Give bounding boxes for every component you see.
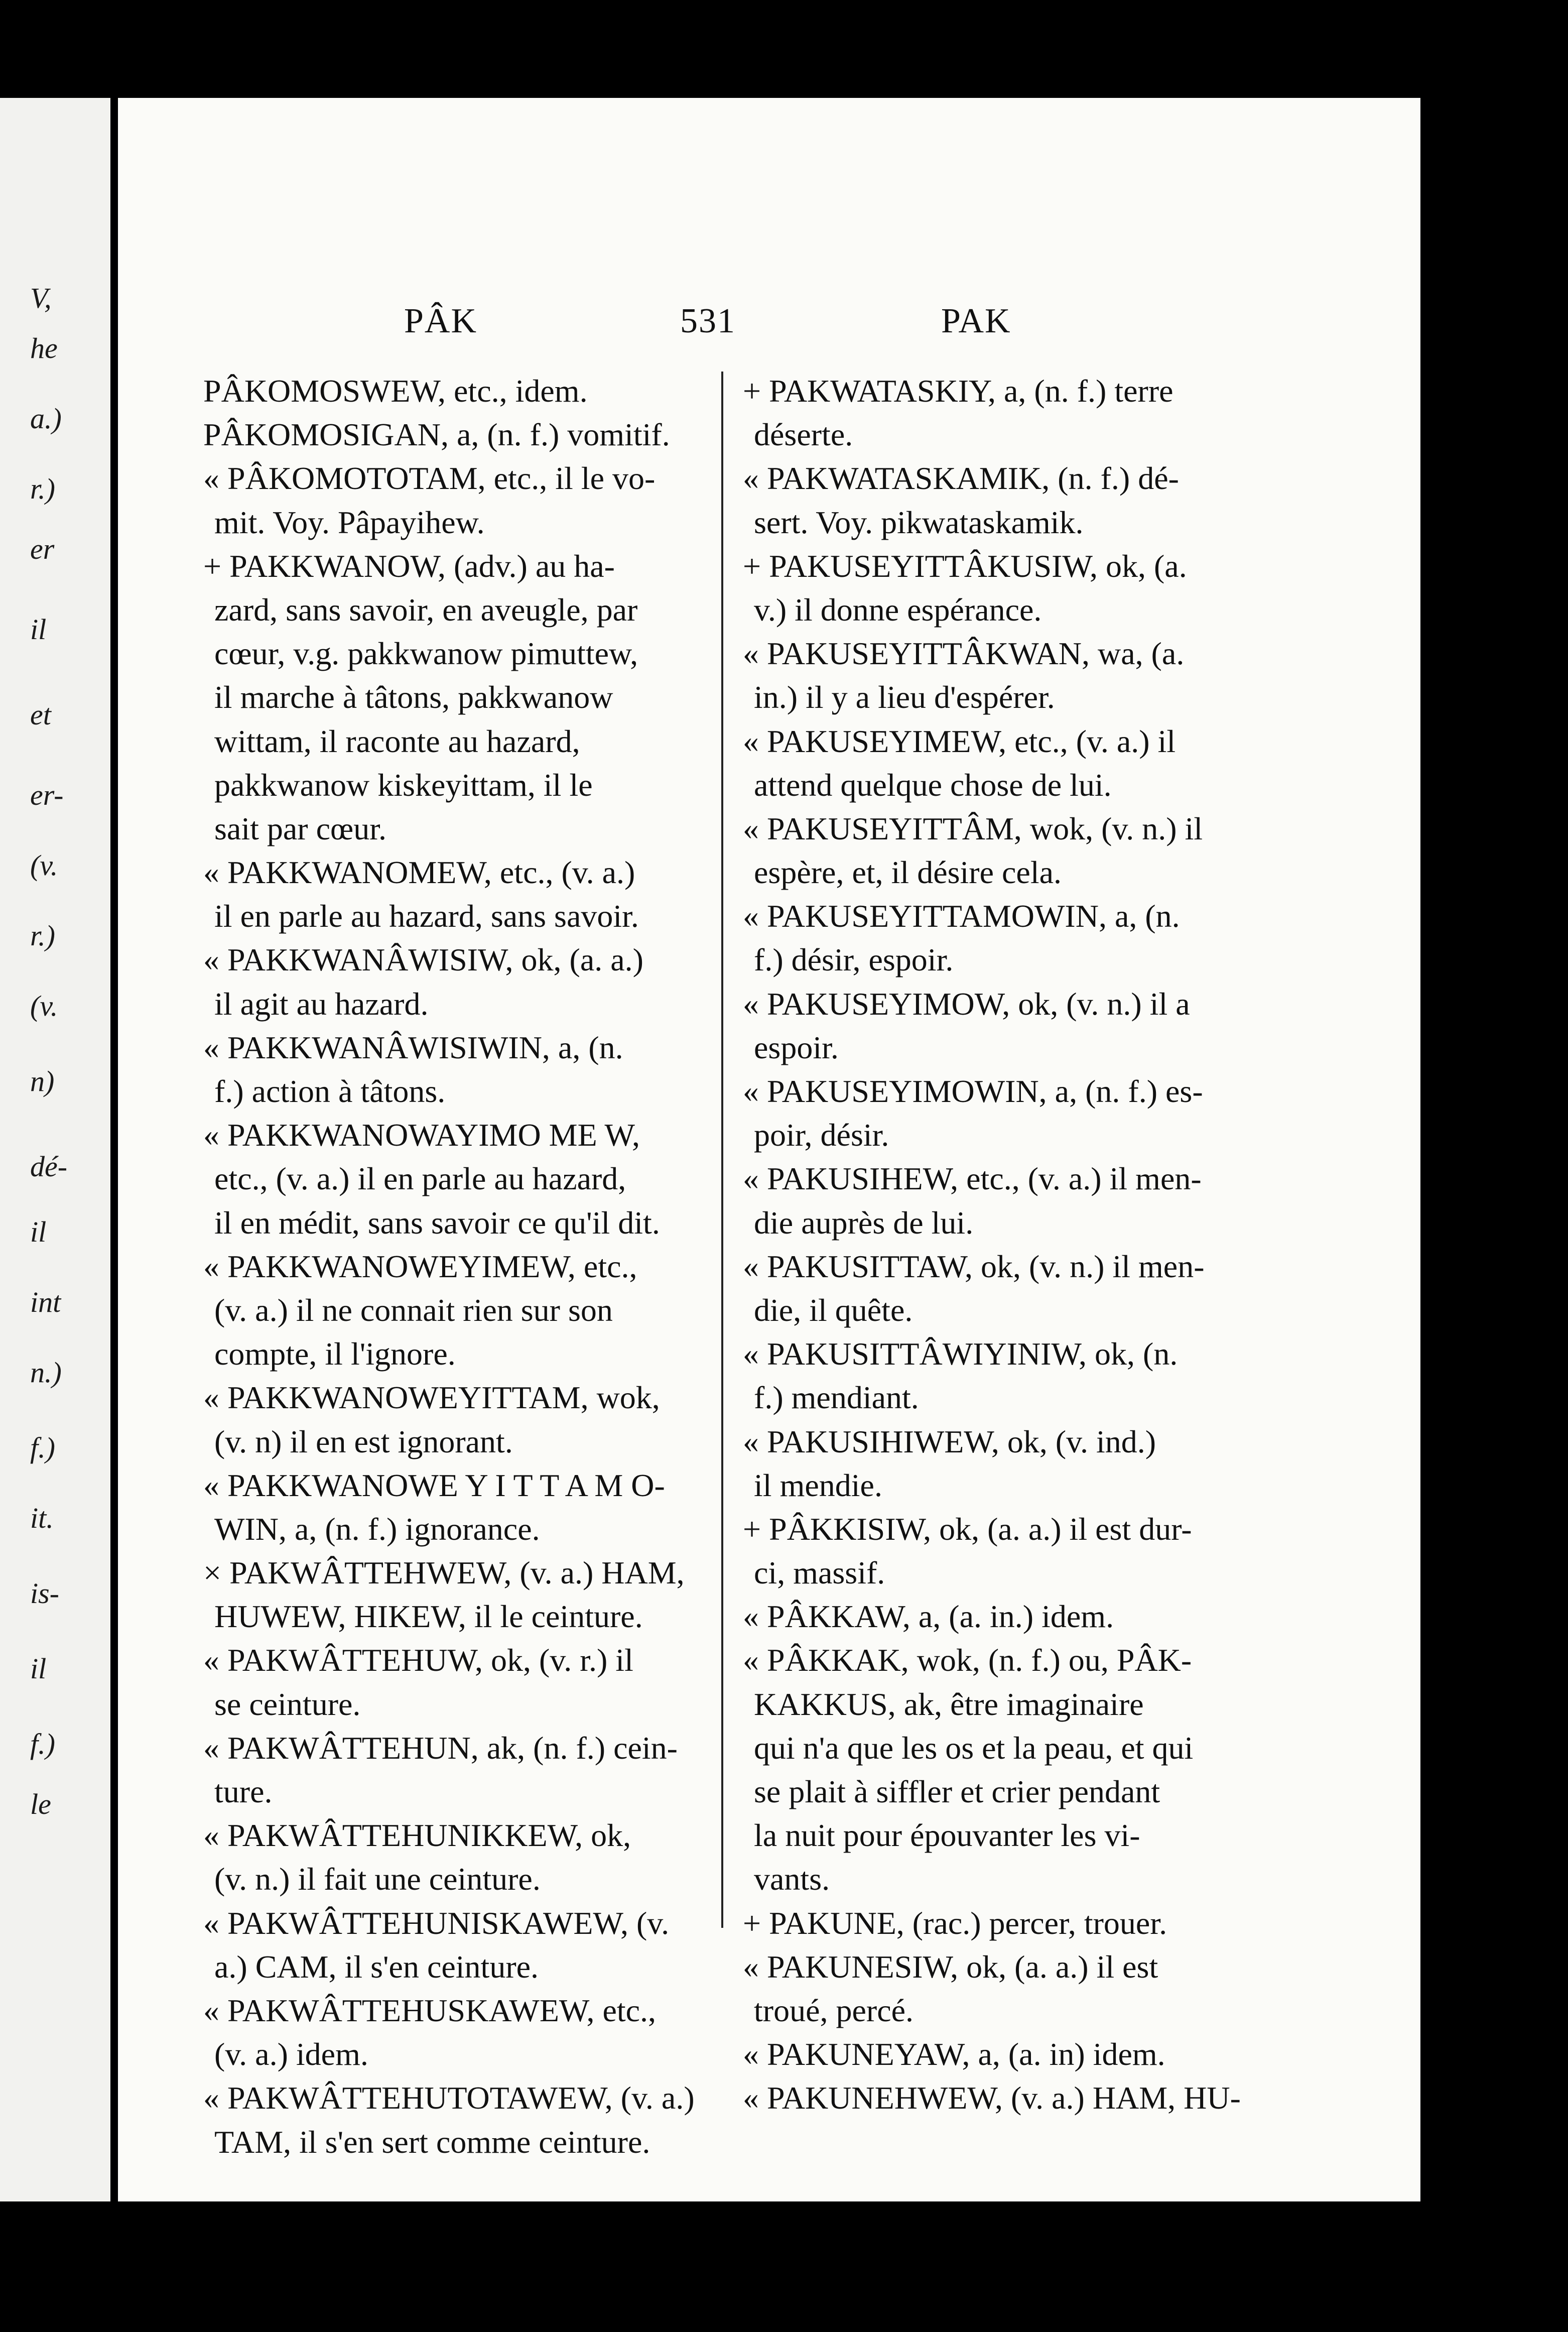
entry-line: « PAKWÂTTEHUTOTAWEW, (v. a.) <box>203 2080 695 2116</box>
entry-line: a.) CAM, il s'en ceinture. <box>214 1948 539 1985</box>
previous-page-fragment: er <box>30 533 55 565</box>
entry-line: il marche à tâtons, pakkwanow <box>214 679 613 715</box>
entry-line: + PAKUSEYITTÂKUSIW, ok, (a. <box>743 548 1187 584</box>
entry-line: + PAKWATASKIY, a, (n. f.) terre <box>743 373 1173 409</box>
previous-page-strip <box>0 98 110 2201</box>
entry-line: « PAKUSEYIMEW, etc., (v. a.) il <box>743 723 1176 759</box>
entry-line: cœur, v.g. pakkwanow pimuttew, <box>214 636 638 672</box>
entry-line: « PAKWÂTTEHUSKAWEW, etc., <box>203 1992 657 2028</box>
entry-line: « PAKUSEYITTAMOWIN, a, (n. <box>743 898 1180 934</box>
entry-line: etc., (v. a.) il en parle au hazard, <box>214 1161 626 1197</box>
entry-line: + PÂKKISIW, ok, (a. a.) il est dur- <box>743 1511 1192 1547</box>
entry-line: (v. a.) il ne connait rien sur son <box>214 1292 613 1328</box>
previous-page-fragment: il <box>30 1215 47 1248</box>
entry-line: « PÂKKAK, wok, (n. f.) ou, PÂK- <box>743 1642 1192 1678</box>
entry-line: « PAKKWANOWAYIMO ME W, <box>203 1117 640 1153</box>
entry-line: « PAKWÂTTEHUW, ok, (v. r.) il <box>203 1642 633 1678</box>
entry-line: ci, massif. <box>754 1555 885 1591</box>
previous-page-fragment: int <box>30 1286 61 1318</box>
entry-line: « PAKKWANOWEYITTAM, wok, <box>203 1380 660 1416</box>
entry-line: die, il quête. <box>754 1292 913 1328</box>
entry-line: PÂKOMOSIGAN, a, (n. f.) vomitif. <box>203 417 670 453</box>
entry-line: il agit au hazard. <box>214 986 429 1022</box>
previous-page-fragment: V, <box>30 282 52 314</box>
entry-line: « PAKUSEYIMOW, ok, (v. n.) il a <box>743 986 1190 1022</box>
entry-line: attend quelque chose de lui. <box>754 767 1112 803</box>
entry-line: (v. n) il en est ignorant. <box>214 1423 513 1459</box>
entry-line: « PAKKWANOWE Y I T T A M O- <box>203 1467 665 1503</box>
entry-line: PÂKOMOSWEW, etc., idem. <box>203 373 588 409</box>
entry-line: « PAKUSEYITTÂKWAN, wa, (a. <box>743 636 1185 672</box>
entry-line: espoir. <box>754 1029 839 1065</box>
entry-line: compte, il l'ignore. <box>214 1336 456 1372</box>
entry-line: « PÂKKAW, a, (a. in.) idem. <box>743 1599 1114 1635</box>
entry-line: wittam, il raconte au hazard, <box>214 723 580 759</box>
entry-line: « PAKKWANÂWISIW, ok, (a. a.) <box>203 942 643 978</box>
entry-line: sait par cœur. <box>214 810 386 846</box>
entry-line: f.) action à tâtons. <box>214 1073 446 1109</box>
entry-line: il en parle au hazard, sans savoir. <box>214 898 639 934</box>
entry-line: « PAKWATASKAMIK, (n. f.) dé- <box>743 460 1179 497</box>
entry-line: « PAKUSIHIWEW, ok, (v. ind.) <box>743 1423 1156 1459</box>
entry-line: déserte. <box>754 417 853 453</box>
entry-line: vants. <box>754 1861 830 1897</box>
entry-line: ture. <box>214 1774 273 1809</box>
entry-line: zard, sans savoir, en aveugle, par <box>214 591 638 628</box>
entry-line: + PAKKWANOW, (adv.) au ha- <box>203 548 615 584</box>
entry-line: WIN, a, (n. f.) ignorance. <box>214 1511 540 1547</box>
previous-page-fragment: il <box>30 1652 47 1685</box>
entry-line: « PAKWÂTTEHUNIKKEW, ok, <box>203 1817 631 1854</box>
previous-page-fragment: r.) <box>30 472 55 505</box>
previous-page-fragment: n.) <box>30 1356 62 1389</box>
entry-line: espère, et, il désire cela. <box>754 854 1062 891</box>
entry-line: in.) il y a lieu d'espérer. <box>754 679 1055 715</box>
previous-page-fragment: (v. <box>30 849 58 882</box>
entry-line: KAKKUS, ak, être imaginaire <box>754 1686 1144 1722</box>
running-header <box>118 301 1420 356</box>
entry-line: se ceinture. <box>214 1686 361 1722</box>
previous-page-fragment: r.) <box>30 919 55 952</box>
entry-line: HUWEW, HIKEW, il le ceinture. <box>214 1599 643 1635</box>
entry-line: « PAKUSEYIMOWIN, a, (n. f.) es- <box>743 1073 1203 1109</box>
entry-line: troué, percé. <box>754 1992 914 2028</box>
entry-line: « PAKKWANOWEYIMEW, etc., <box>203 1248 637 1284</box>
entry-line: f.) désir, espoir. <box>754 942 954 978</box>
column-divider <box>721 372 723 1928</box>
entry-line: (v. a.) idem. <box>214 2036 368 2072</box>
left-column <box>203 369 710 2164</box>
previous-page-fragment: er- <box>30 779 64 811</box>
previous-page-fragment: dé- <box>30 1150 68 1183</box>
entry-line: pakkwanow kiskeyittam, il le <box>214 767 593 803</box>
previous-page-fragment: f.) <box>30 1431 55 1464</box>
entry-line: × PAKWÂTTEHWEW, (v. a.) HAM, <box>203 1555 685 1591</box>
entry-line: « PAKUSITTÂWIYINIW, ok, (n. <box>743 1336 1178 1372</box>
right-column <box>743 369 1250 2120</box>
entry-line: il mendie. <box>754 1467 882 1503</box>
entry-line: + PAKUNE, (rac.) percer, trouer. <box>743 1905 1167 1941</box>
entry-line: se plait à siffler et crier pendant <box>754 1774 1160 1809</box>
entry-line: (v. n.) il fait une ceinture. <box>214 1861 541 1897</box>
entry-line: « PÂKOMOTOTAM, etc., il le vo- <box>203 460 656 497</box>
entry-line: v.) il donne espérance. <box>754 591 1042 628</box>
entry-line: « PAKUSEYITTÂM, wok, (v. n.) il <box>743 810 1203 846</box>
previous-page-fragment: is- <box>30 1577 59 1610</box>
page-number: 531 <box>680 302 736 340</box>
header-left: PÂK <box>404 302 478 340</box>
entry-line: « PAKUNEYAW, a, (a. in) idem. <box>743 2036 1165 2072</box>
entry-line: la nuit pour épouvanter les vi- <box>754 1817 1140 1854</box>
entry-line: TAM, il s'en sert comme ceinture. <box>214 2124 650 2160</box>
entry-line: poir, désir. <box>754 1117 889 1153</box>
entry-line: die auprès de lui. <box>754 1204 974 1241</box>
entry-line: mit. Voy. Pâpayihew. <box>214 504 485 540</box>
entry-line: sert. Voy. pikwataskamik. <box>754 504 1084 540</box>
previous-page-fragment: n) <box>30 1065 55 1097</box>
entry-line: « PAKUSIHEW, etc., (v. a.) il men- <box>743 1161 1202 1197</box>
previous-page-fragment: he <box>30 332 58 364</box>
entry-line: « PAKWÂTTEHUNISKAWEW, (v. <box>203 1905 670 1941</box>
entry-line: « PAKUSITTAW, ok, (v. n.) il men- <box>743 1248 1205 1284</box>
previous-page-fragment: f.) <box>30 1728 55 1760</box>
entry-line: il en médit, sans savoir ce qu'il dit. <box>214 1204 660 1241</box>
entry-line: « PAKUNEHWEW, (v. a.) HAM, HU- <box>743 2080 1241 2116</box>
entry-line: qui n'a que les os et la peau, et qui <box>754 1730 1194 1766</box>
entry-line: « PAKWÂTTEHUN, ak, (n. f.) cein- <box>203 1730 678 1766</box>
entry-line: « PAKKWANÂWISIWIN, a, (n. <box>203 1029 623 1065</box>
entry-line: « PAKKWANOMEW, etc., (v. a.) <box>203 854 635 891</box>
previous-page-fragment: il <box>30 613 47 646</box>
entry-line: « PAKUNESIW, ok, (a. a.) il est <box>743 1948 1158 1985</box>
entry-line: f.) mendiant. <box>754 1380 919 1416</box>
previous-page-fragment: le <box>30 1788 51 1820</box>
previous-page-fragment: a.) <box>30 402 62 435</box>
previous-page-fragment: et <box>30 698 51 731</box>
header-right: PAK <box>941 302 1011 340</box>
previous-page-fragment: it. <box>30 1502 54 1534</box>
previous-page-fragment: (v. <box>30 990 58 1022</box>
